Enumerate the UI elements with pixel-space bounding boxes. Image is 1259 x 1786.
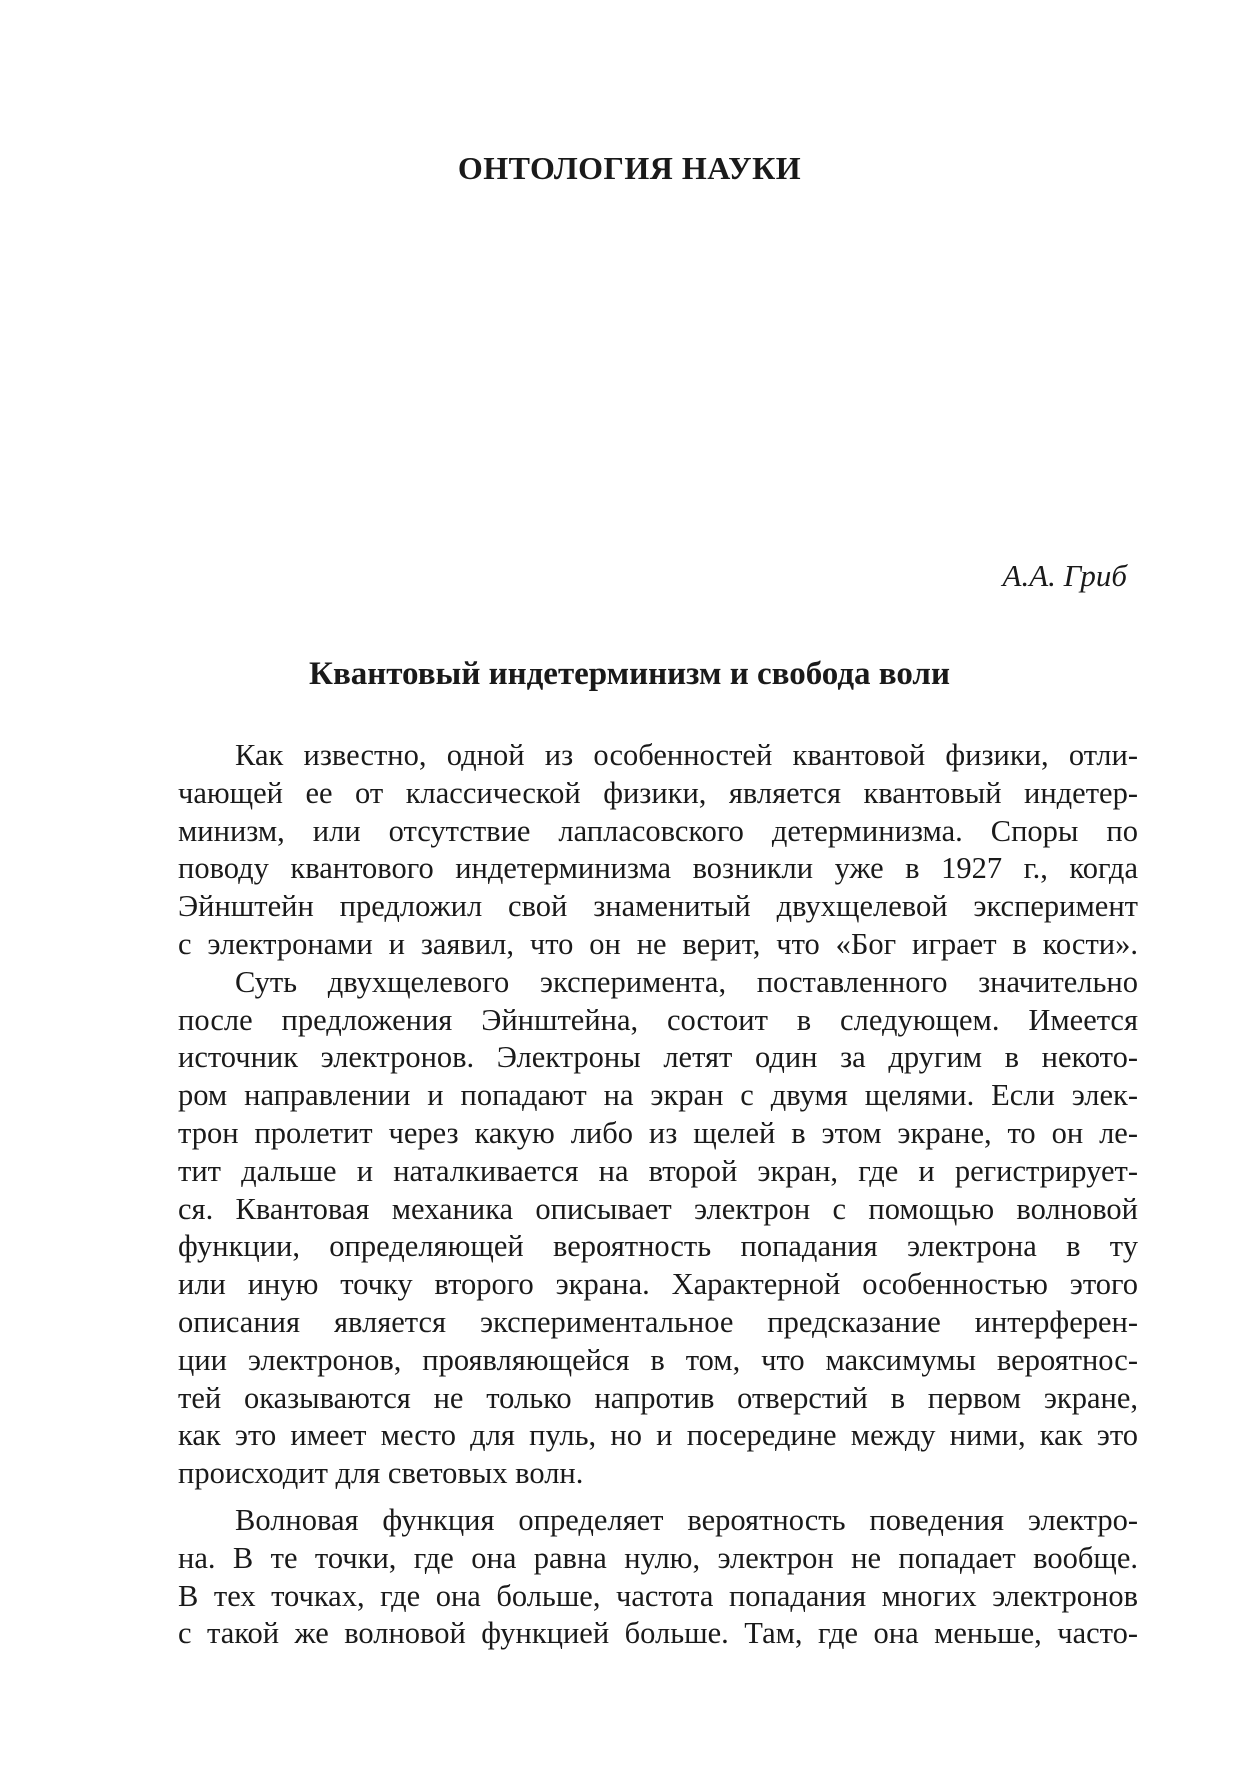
text-line: с электронами и заявил, что он не верит, что «Бог играет в кости». [178, 926, 1138, 961]
text-line: тит дальше и наталкивается на второй экран, где и регистрирует- [178, 1153, 1138, 1188]
text-line: Суть двухщелевого эксперимента, поставленного значительно [235, 964, 1138, 999]
text-line: как это имеет место для пуль, но и посередине между ними, как это [178, 1418, 1138, 1453]
text-line: ся. Квантовая механика описывает электрон с помощью волновой [178, 1191, 1138, 1226]
text-line: ции электронов, проявляющейся в том, что максимумы вероятнос- [178, 1342, 1138, 1377]
paragraph-gap [178, 1493, 1138, 1502]
text-line: описания является экспериментальное предсказание интерферен- [178, 1304, 1138, 1339]
text-line: чающей ее от классической физики, является квантовый индетер- [178, 775, 1138, 810]
text-line: трон пролетит через какую либо из щелей в этом экране, то он ле- [178, 1115, 1138, 1150]
text-line: происходит для световых волн. [178, 1456, 584, 1491]
text-line: минизм, или отсутствие лапласовского детерминизма. Споры по [178, 813, 1138, 848]
text-line: Как известно, одной из особенностей квантовой физики, отли- [235, 738, 1138, 772]
text-line: функции, определяющей вероятность попадания электрона в ту [178, 1229, 1138, 1264]
text-line: ром направлении и попадают на экран с двумя щелями. Если элек- [178, 1078, 1138, 1113]
section-title: ОНТОЛОГИЯ НАУКИ [457, 150, 802, 186]
text-line: на. В те точки, где она равна нулю, электрон не попадает вообще. [178, 1540, 1138, 1575]
article-body [178, 737, 1138, 1653]
text-line: или иную точку второго экрана. Характерной особенностью этого [178, 1267, 1138, 1302]
text-line: Волновая функция определяет вероятность поведения электро- [235, 1502, 1138, 1537]
text-line: В тех точках, где она больше, частота попадания многих электронов [178, 1578, 1138, 1613]
author: А.А. Гриб [1002, 558, 1127, 593]
text-line: тей оказываются не только напротив отверстий в первом экране, [178, 1380, 1138, 1415]
text-line: Эйнштейн предложил свой знаменитый двухщелевой эксперимент [178, 889, 1138, 924]
text-line: поводу квантового индетерминизма возникли уже в 1927 г., когда [178, 851, 1138, 886]
text-line: после предложения Эйнштейна, состоит в следующем. Имеется [178, 1002, 1138, 1037]
text-line: источник электронов. Электроны летят один за другим в некото- [178, 1040, 1138, 1075]
text-line: с такой же волновой функцией больше. Там, где она меньше, часто- [178, 1616, 1138, 1651]
article-title: Квантовый индетерминизм и свобода воли [309, 656, 950, 692]
